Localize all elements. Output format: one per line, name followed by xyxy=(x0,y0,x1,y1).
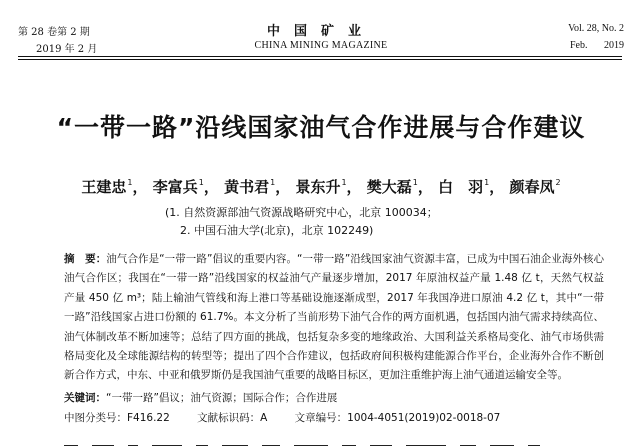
author: 黄书君 xyxy=(224,178,270,196)
keywords xyxy=(64,390,337,405)
header-rule-thick xyxy=(18,56,622,57)
author: 李富兵 xyxy=(152,178,198,196)
doc-code-label: 文献标识码： xyxy=(197,412,261,424)
keywords-text: “一带一路”倡议；油气资源；国际合作；合作进展 xyxy=(106,392,338,404)
paper-title: “一带一路”沿线国家油气合作进展与合作建议 xyxy=(56,113,586,142)
author: 景东升 xyxy=(295,178,341,196)
doc-code-value: A xyxy=(260,412,268,424)
author-affiliation-mark: 1 xyxy=(270,178,276,187)
cropped-body-text xyxy=(64,436,624,446)
author-affiliation-mark: 1 xyxy=(484,178,490,187)
author-list: 王建忠$^1$， 李富兵$^1$， 黄书君$^1$， 景东升$^1$， 樊大磊$^1$， 白 羽$^1$， 颜春凤$^2$ xyxy=(81,178,561,196)
article-number-label: 文章编号： xyxy=(294,412,348,424)
author-affiliation-mark: 1 xyxy=(341,178,347,187)
abstract-label: 摘 要： xyxy=(64,253,107,265)
publication-date: 2019 年 2 月 xyxy=(36,44,98,55)
publication-date-en: Feb. 2019 xyxy=(570,40,624,51)
journal-header xyxy=(0,0,642,58)
clc-value: F416.22 xyxy=(127,412,170,424)
author: 王建忠 xyxy=(81,178,127,196)
author-affiliation-mark: 2 xyxy=(555,178,561,187)
author: 颜春凤 xyxy=(509,178,555,196)
author: 白 羽 xyxy=(438,178,484,196)
author-affiliation-mark: 1 xyxy=(127,178,133,187)
clc-label: 中图分类号： xyxy=(64,412,127,424)
volume-issue: 第 28 卷第 2 期 xyxy=(18,27,90,38)
keywords-label: 关键词： xyxy=(64,392,106,404)
header-rule-thin xyxy=(18,59,622,60)
volume-issue-en: Vol. 28, No. 2 xyxy=(568,23,624,34)
journal-name-en: CHINA MINING MAGAZINE xyxy=(254,40,388,51)
abstract xyxy=(64,250,604,386)
affiliation-1: (1. 自然资源部油气资源战略研究中心，北京 100034； xyxy=(165,206,438,219)
author-affiliation-mark: 1 xyxy=(412,178,418,187)
author-affiliation-mark: 1 xyxy=(198,178,204,187)
classification-line xyxy=(64,410,500,425)
affiliation-2: 2. 中国石油大学(北京)，北京 102249) xyxy=(180,224,374,237)
journal-name-cn: 中国矿业 xyxy=(266,24,375,39)
article-number-value: 1004-4051(2019)02-0018-07 xyxy=(347,412,501,424)
abstract-text: 油气合作是“一带一路”倡议的重要内容。“一带一路”沿线国家油气资源丰富，已成为中国石油企业海外核心油气合作区；我国在“一带一路”沿线国家的权益油气产量逐步增加，2017 年原油权益产量 1.48 亿 t，天然气权益产量 450 亿 m³；陆上输油气管线和海上港口等基础设施逐渐成型，2017 年我国净进口原油 4.2 亿 t，其中“一带一路”沿线国家占进口份额的 61.7%。本文分析了当前形势下油气合作的两方面机遇，包括国内油气需求持续高位、油气体制改革不断加速等；总结了四方面的挑战，包括复杂多变的地缘政治、大国利益关系格局变化、油气市场供需格局变化及全球能源结构的转型等；提出了四个合作建议，包括政府间积极构建能源合作平台，企业海外合作不断创新合作方式，中东、中亚和俄罗斯仍是我国油气重要的战略目标区，更加注重维护海上油气通道运输安全等。 xyxy=(64,253,605,382)
author: 樊大磊 xyxy=(366,178,412,196)
